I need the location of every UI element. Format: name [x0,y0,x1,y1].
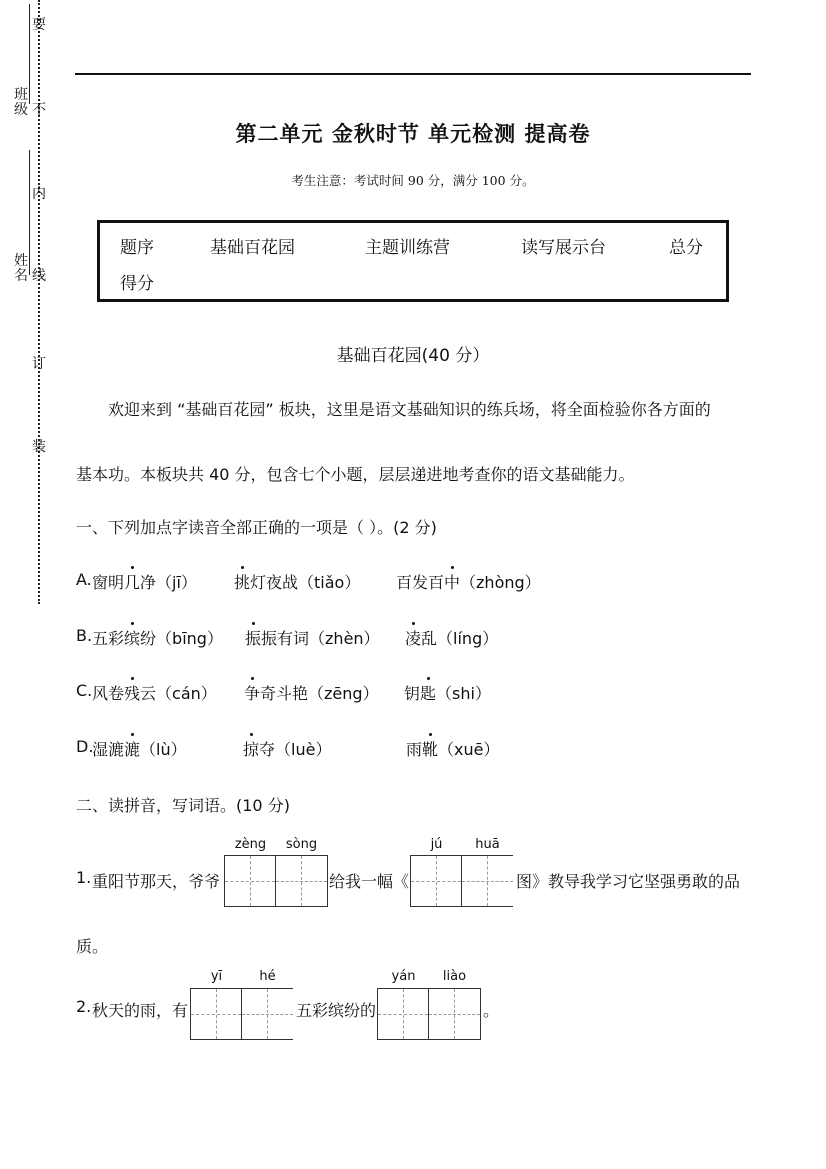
table-header-cell: 基础百花园 [210,238,295,258]
question-1-stem: 一、下列加点字读音全部正确的一项是（ ）。(2 分) [76,518,437,537]
option-label[interactable]: D. [76,737,94,756]
writing-cell[interactable] [191,989,242,1039]
dotted-char: 中 [444,570,460,593]
table-header-cell: 总分 [669,238,703,258]
class-label: 班级 [14,87,28,118]
word-text: 净 [140,573,157,592]
sentence-1-number: 1. [76,868,92,887]
pinyin-label: yī [210,969,223,984]
pinyin-label: yán [391,969,416,984]
pinyin-text: （zhòng） [460,573,541,592]
pinyin-label: hé [259,969,276,984]
sentence-1-text: 质。 [76,937,109,956]
word-text: 五彩 [92,629,125,648]
option-word [243,737,331,760]
table-header-cell: 主题训练营 [365,238,450,258]
word-text: 振有词 [261,629,310,648]
section-title: 基础百花园(40 分） [336,346,490,366]
pinyin-text: （cán） [156,684,217,703]
pinyin-label: jú [430,837,443,852]
binding-char: 订 [32,356,46,372]
option-label[interactable]: B. [76,626,93,645]
sentence-2-text: 五彩缤纷的 [296,1001,377,1020]
pinyin-text: （xuē） [438,740,500,759]
binding-char: 线 [32,268,46,284]
sentence-1-text: 重阳节那天，爷爷 [92,872,221,891]
word-text: 云 [140,684,157,703]
table-header-cell: 题序 [120,238,154,258]
writing-grid[interactable] [377,988,481,1040]
sentence-2-text: 秋天的雨，有 [92,1001,189,1020]
exam-notice: 考生注意：考试时间 90 分，满分 100 分。 [291,173,535,188]
binding-dotted-line [38,0,40,604]
pinyin-text: （luè） [275,740,332,759]
writing-cell[interactable] [242,989,293,1039]
binding-char: 要 [32,17,46,33]
pinyin-text: （lù） [140,740,187,759]
writing-cell[interactable] [411,856,462,906]
table-header-cell: 读写展示台 [521,238,606,258]
intro-paragraph: 欢迎来到 “基础百花园” 板块，这里是语文基础知识的练兵场，将全面检验你各方面的 [108,400,711,419]
writing-cell[interactable] [378,989,429,1039]
option-word [245,626,380,649]
writing-cell[interactable] [276,856,327,906]
word-text: 雨 [406,740,423,759]
pinyin-label: liào [442,969,467,984]
word-text: 窗明 [92,573,125,592]
name-blank [29,150,30,275]
pinyin-text: （bīng） [156,629,223,648]
binding-char: 装 [32,439,46,455]
name-label: 姓名 [14,253,28,284]
word-text: 乱 [421,629,438,648]
word-text: 百发百 [396,573,445,592]
dotted-char: 残 [124,681,140,704]
pinyin-text: （jī） [156,573,197,592]
word-text: 湿漉 [92,740,125,759]
dotted-char: 缤 [124,626,140,649]
writing-cell[interactable] [429,989,480,1039]
option-word [92,681,217,704]
sentence-2-number: 2. [76,997,92,1016]
pinyin-text: （tiǎo） [298,573,361,592]
option-word [92,570,197,593]
option-label[interactable]: A. [76,570,92,589]
option-word [405,626,498,649]
table-row-label: 得分 [120,274,154,294]
dotted-char: 靴 [422,737,438,760]
dotted-char: 凌 [405,626,421,649]
pinyin-text: （shi） [436,684,491,703]
dotted-char: 几 [124,570,140,593]
binding-char: 不 [32,102,46,118]
writing-cell[interactable] [225,856,276,906]
sentence-1-text: 图》教导我学习它坚强勇敢的品 [516,872,741,891]
dotted-char: 振 [245,626,261,649]
writing-grid[interactable] [190,988,293,1040]
class-blank [29,4,30,104]
pinyin-label: huā [475,837,500,852]
option-word [92,626,223,649]
option-word [244,681,379,704]
pinyin-label: sòng [285,837,318,852]
writing-cell[interactable] [462,856,513,906]
pinyin-text: （zēng） [308,684,379,703]
option-word [396,570,541,593]
pinyin-text: （zhèn） [309,629,380,648]
page-title: 第二单元 金秋时节 单元检测 提高卷 [235,122,591,146]
option-label[interactable]: C. [76,681,93,700]
dotted-char: 争 [244,681,260,704]
writing-grid[interactable] [224,855,328,907]
binding-char: 内 [32,186,46,202]
option-word [406,737,500,760]
pinyin-label: zèng [234,837,267,852]
header-rule [75,73,751,75]
word-text: 夺 [259,740,276,759]
word-text: 钥 [404,684,421,703]
pinyin-text: （líng） [437,629,499,648]
word-text: 风卷 [92,684,125,703]
writing-grid[interactable] [410,855,513,907]
score-table [97,220,729,302]
word-text: 奇斗艳 [260,684,309,703]
dotted-char: 匙 [420,681,436,704]
option-word [404,681,491,704]
word-text: 灯夜战 [250,573,299,592]
option-word [92,737,187,760]
dotted-char: 挑 [234,570,250,593]
sentence-1-text: 给我一幅《 [329,872,410,891]
dotted-char: 掠 [243,737,259,760]
question-2-stem: 二、读拼音，写词语。(10 分) [76,796,290,815]
sentence-2-text: 。 [483,1001,500,1020]
dotted-char: 漉 [124,737,140,760]
intro-paragraph: 基本功。本板块共 40 分，包含七个小题，层层递进地考查你的语文基础能力。 [76,465,635,484]
word-text: 纷 [140,629,157,648]
option-word [234,570,360,593]
